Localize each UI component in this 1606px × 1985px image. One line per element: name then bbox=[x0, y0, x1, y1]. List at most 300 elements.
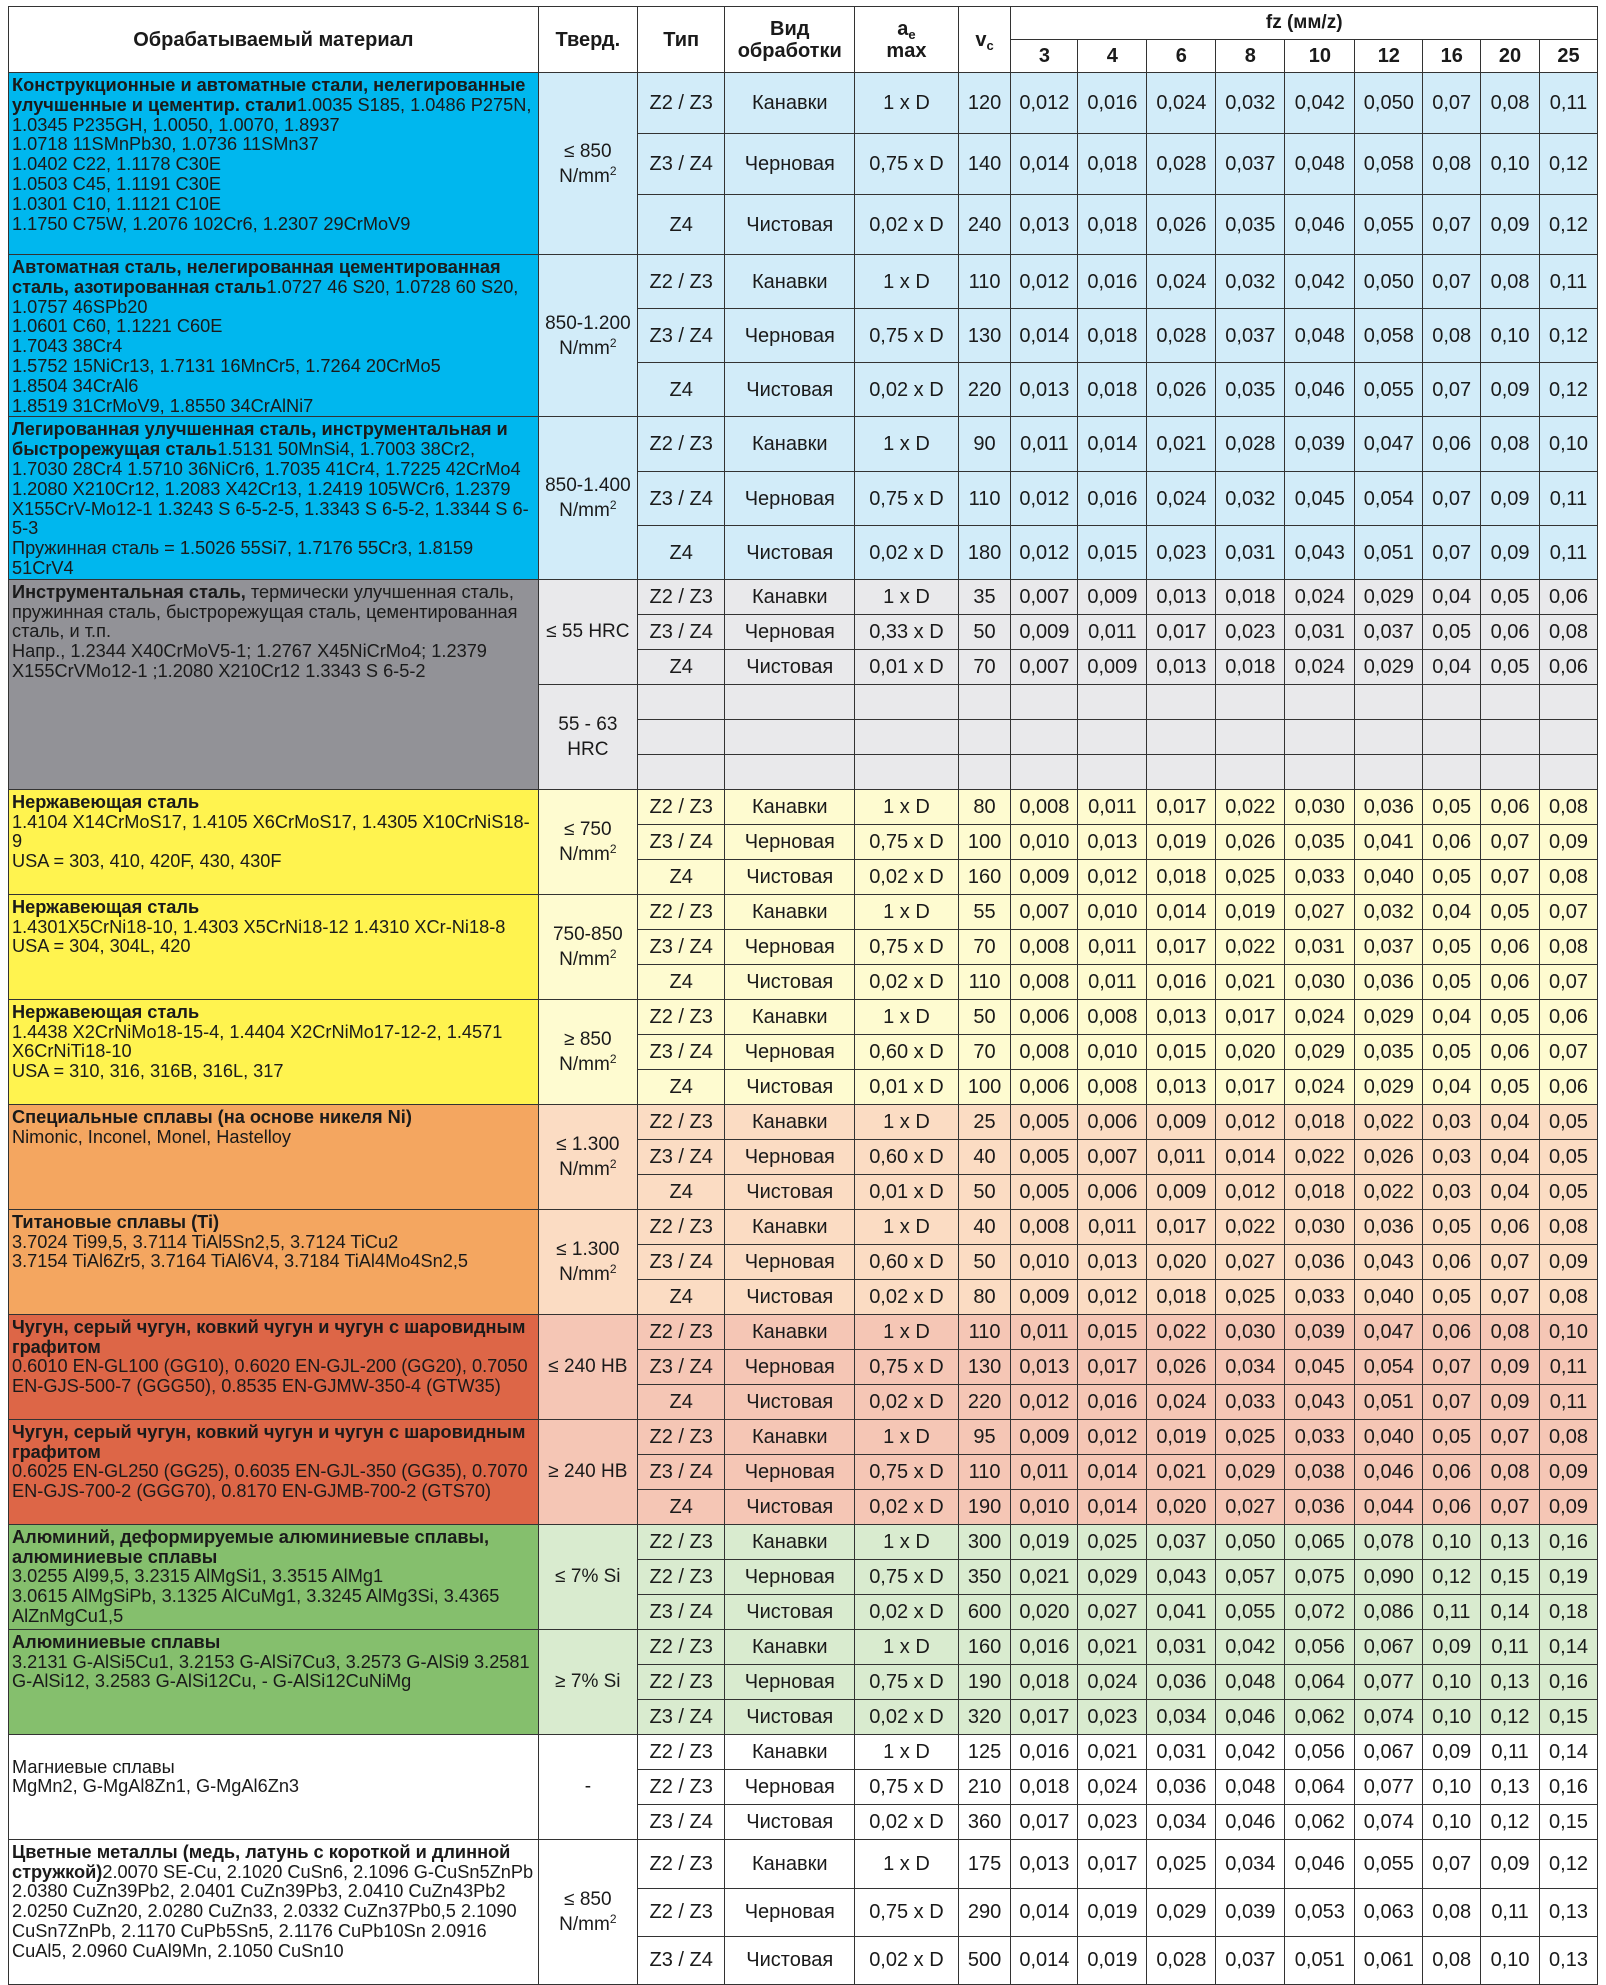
tooth-count-cell: Z4 bbox=[638, 649, 725, 684]
fz-cell-d20: 0,04 bbox=[1481, 1104, 1540, 1139]
fz-cell-d4: 0,006 bbox=[1078, 1174, 1147, 1209]
vc-cell: 110 bbox=[958, 471, 1011, 525]
operation-cell: Чистовая bbox=[725, 1489, 855, 1524]
fz-cell-d6: 0,018 bbox=[1147, 859, 1216, 894]
fz-cell-d3: 0,005 bbox=[1011, 1104, 1078, 1139]
fz-cell-d6: 0,018 bbox=[1147, 1279, 1216, 1314]
vc-cell: 70 bbox=[958, 649, 1011, 684]
fz-cell-d3: 0,010 bbox=[1011, 824, 1078, 859]
fz-cell-d3: 0,012 bbox=[1011, 471, 1078, 525]
vc-cell: 90 bbox=[958, 417, 1011, 471]
fz-cell-d12: 0,036 bbox=[1355, 1209, 1423, 1244]
fz-cell-d6: 0,020 bbox=[1147, 1244, 1216, 1279]
fz-cell-d12: 0,090 bbox=[1355, 1559, 1423, 1594]
vc-cell: 290 bbox=[958, 1888, 1011, 1936]
fz-cell-d20: 0,10 bbox=[1481, 309, 1540, 363]
fz-cell-d10: 0,072 bbox=[1285, 1594, 1355, 1629]
vc-cell bbox=[958, 684, 1011, 719]
fz-cell-d10: 0,051 bbox=[1285, 1936, 1355, 1984]
operation-cell: Черновая bbox=[725, 1244, 855, 1279]
header-diameter-20: 20 bbox=[1481, 40, 1540, 73]
fz-cell-d10: 0,042 bbox=[1285, 255, 1355, 309]
fz-cell-d8: 0,033 bbox=[1216, 1384, 1285, 1419]
fz-cell-d20: 0,08 bbox=[1481, 1314, 1540, 1349]
material-name: Легированная улучшенная сталь, инструментальная и быстрорежущая сталь bbox=[12, 419, 508, 460]
ae-cell: 0,75 x D bbox=[855, 471, 958, 525]
fz-cell-d3: 0,006 bbox=[1011, 999, 1078, 1034]
fz-cell-d25: 0,14 bbox=[1539, 1734, 1597, 1769]
fz-cell-d20: 0,12 bbox=[1481, 1699, 1540, 1734]
fz-cell-d8: 0,019 bbox=[1216, 894, 1285, 929]
fz-cell-d8: 0,048 bbox=[1216, 1769, 1285, 1804]
ae-cell: 0,02 x D bbox=[855, 1804, 958, 1839]
fz-cell-d6: 0,028 bbox=[1147, 309, 1216, 363]
fz-cell-d10: 0,030 bbox=[1285, 1209, 1355, 1244]
fz-cell-d3: 0,018 bbox=[1011, 1769, 1078, 1804]
fz-cell-d4: 0,025 bbox=[1078, 1524, 1147, 1559]
fz-cell-d8: 0,020 bbox=[1216, 1034, 1285, 1069]
fz-cell-d8: 0,046 bbox=[1216, 1804, 1285, 1839]
tooth-count-cell: Z4 bbox=[638, 859, 725, 894]
fz-cell-d3: 0,014 bbox=[1011, 309, 1078, 363]
fz-cell-d3: 0,011 bbox=[1011, 1454, 1078, 1489]
fz-cell-d12: 0,026 bbox=[1355, 1139, 1423, 1174]
fz-cell-d25: 0,12 bbox=[1539, 134, 1597, 195]
fz-cell-d10 bbox=[1285, 719, 1355, 754]
fz-cell-d6 bbox=[1147, 754, 1216, 789]
fz-cell-d6: 0,034 bbox=[1147, 1804, 1216, 1839]
material-name: Конструкционные и автоматные стали, нелегированные улучшенные и цементир. стали bbox=[12, 75, 526, 115]
fz-cell-d20 bbox=[1481, 684, 1540, 719]
hardness-value: ≤ 850 $N/mm^2$ bbox=[559, 140, 617, 187]
fz-cell-d16: 0,04 bbox=[1423, 894, 1481, 929]
fz-cell-d3: 0,020 bbox=[1011, 1594, 1078, 1629]
fz-cell-d10: 0,062 bbox=[1285, 1699, 1355, 1734]
tooth-count-cell bbox=[638, 754, 725, 789]
fz-cell-d10: 0,035 bbox=[1285, 824, 1355, 859]
fz-cell-d25: 0,09 bbox=[1539, 1454, 1597, 1489]
ae-cell: 1 x D bbox=[855, 255, 958, 309]
fz-cell-d20: 0,13 bbox=[1481, 1769, 1540, 1804]
fz-cell-d3: 0,019 bbox=[1011, 1524, 1078, 1559]
material-cell bbox=[9, 1734, 539, 1839]
fz-cell-d8: 0,022 bbox=[1216, 929, 1285, 964]
fz-cell-d16: 0,04 bbox=[1423, 649, 1481, 684]
fz-cell-d16 bbox=[1423, 684, 1481, 719]
vc-cell: 140 bbox=[958, 134, 1011, 195]
ae-cell: 0,02 x D bbox=[855, 526, 958, 579]
material-cell bbox=[9, 1839, 539, 1984]
hardness-value: ≤ 55 HRC bbox=[546, 621, 630, 643]
ae-cell: 0,75 x D bbox=[855, 309, 958, 363]
fz-cell-d12: 0,054 bbox=[1355, 471, 1423, 525]
fz-cell-d10: 0,065 bbox=[1285, 1524, 1355, 1559]
ae-cell: 1 x D bbox=[855, 579, 958, 614]
fz-cell-d20: 0,09 bbox=[1481, 526, 1540, 579]
vc-cell: 40 bbox=[958, 1139, 1011, 1174]
ae-cell: 0,02 x D bbox=[855, 1699, 958, 1734]
fz-cell-d4: 0,018 bbox=[1078, 309, 1147, 363]
tooth-count-cell: Z4 bbox=[638, 1489, 725, 1524]
vc-cell: 360 bbox=[958, 1804, 1011, 1839]
fz-cell-d8: 0,032 bbox=[1216, 255, 1285, 309]
material-grades: 1.4301X5CrNi18-10, 1.4303 X5CrNi18-12 1.4310 XCr-Ni18-8 USA = 304, 304L, 420 bbox=[12, 916, 506, 957]
hardness-cell bbox=[538, 1104, 637, 1209]
fz-cell-d4: 0,013 bbox=[1078, 1244, 1147, 1279]
fz-cell-d16: 0,08 bbox=[1423, 309, 1481, 363]
fz-cell-d4: 0,016 bbox=[1078, 73, 1147, 134]
fz-cell-d20: 0,08 bbox=[1481, 417, 1540, 471]
fz-cell-d12 bbox=[1355, 684, 1423, 719]
header-hardness: Тверд. bbox=[538, 7, 637, 73]
hardness-cell bbox=[538, 1524, 637, 1629]
material-cell bbox=[9, 1419, 539, 1524]
fz-cell-d16: 0,07 bbox=[1423, 1349, 1481, 1384]
fz-cell-d12: 0,037 bbox=[1355, 614, 1423, 649]
fz-cell-d6: 0,037 bbox=[1147, 1524, 1216, 1559]
fz-cell-d20: 0,09 bbox=[1481, 363, 1540, 417]
fz-cell-d4: 0,018 bbox=[1078, 363, 1147, 417]
operation-cell: Черновая bbox=[725, 1139, 855, 1174]
fz-cell-d8: 0,030 bbox=[1216, 1314, 1285, 1349]
operation-cell: Канавки bbox=[725, 1524, 855, 1559]
vc-cell: 130 bbox=[958, 309, 1011, 363]
fz-cell-d10: 0,024 bbox=[1285, 1069, 1355, 1104]
fz-cell-d12: 0,051 bbox=[1355, 1384, 1423, 1419]
ae-cell: 0,01 x D bbox=[855, 1069, 958, 1104]
vc-cell: 50 bbox=[958, 1174, 1011, 1209]
fz-cell-d25: 0,05 bbox=[1539, 1104, 1597, 1139]
header-material: Обрабатываемый материал bbox=[9, 7, 539, 73]
material-grades: 1.4438 X2CrNiMo18-15-4, 1.4404 X2CrNiMo17-12-2, 1.4571 X6CrNiTi18-10 USA = 310, 316, 316B, 316L, 317 bbox=[12, 1021, 503, 1082]
fz-cell-d12: 0,029 bbox=[1355, 999, 1423, 1034]
fz-cell-d4: 0,018 bbox=[1078, 195, 1147, 255]
fz-cell-d25: 0,11 bbox=[1539, 255, 1597, 309]
fz-cell-d6: 0,013 bbox=[1147, 999, 1216, 1034]
operation-cell: Канавки bbox=[725, 1314, 855, 1349]
fz-cell-d25: 0,10 bbox=[1539, 417, 1597, 471]
ae-cell: 1 x D bbox=[855, 1104, 958, 1139]
fz-cell-d8: 0,034 bbox=[1216, 1839, 1285, 1888]
vc-cell: 120 bbox=[958, 73, 1011, 134]
fz-cell-d10: 0,046 bbox=[1285, 363, 1355, 417]
material-name: Нержавеющая сталь bbox=[12, 791, 200, 812]
ae-cell: 0,75 x D bbox=[855, 929, 958, 964]
hardness-cell bbox=[538, 417, 637, 579]
material-grades: 0.6025 EN-GL250 (GG25), 0.6035 EN-GJL-350 (GG35), 0.7070 EN-GJS-700-2 (GGG70), 0.8170 EN-GJMB-700-2 (GTS70) bbox=[12, 1461, 528, 1502]
fz-cell-d20: 0,05 bbox=[1481, 1069, 1540, 1104]
header-diameter-6: 6 bbox=[1147, 40, 1216, 73]
fz-cell-d8: 0,012 bbox=[1216, 1104, 1285, 1139]
material-grades: 1.0727 46 S20, 1.0728 60 S20, 1.0757 46SPb20 1.0601 C60, 1.1221 C60E 1.7043 38Cr4 1.5752 15NiCr13, 1.7131 16MnCr5, 1.7264 20CrMo5 1.8504 34CrAl6 1.8519 31CrMoV9, 1.8550 34CrAlNi7 bbox=[12, 276, 519, 416]
ae-cell: 1 x D bbox=[855, 789, 958, 824]
vc-cell: 70 bbox=[958, 929, 1011, 964]
operation-cell: Черновая bbox=[725, 1888, 855, 1936]
fz-cell-d16: 0,05 bbox=[1423, 1279, 1481, 1314]
fz-cell-d8 bbox=[1216, 719, 1285, 754]
header-ae-symbol: a bbox=[897, 17, 909, 40]
fz-cell-d6: 0,029 bbox=[1147, 1888, 1216, 1936]
vc-cell: 100 bbox=[958, 1069, 1011, 1104]
fz-cell-d12: 0,040 bbox=[1355, 859, 1423, 894]
fz-cell-d20: 0,09 bbox=[1481, 471, 1540, 525]
table-row bbox=[9, 1419, 1598, 1454]
material-name: Алюминий, деформируемые алюминиевые сплавы, алюминиевые сплавы bbox=[12, 1526, 490, 1567]
fz-cell-d25: 0,16 bbox=[1539, 1664, 1597, 1699]
fz-cell-d25 bbox=[1539, 719, 1597, 754]
fz-cell-d8: 0,037 bbox=[1216, 134, 1285, 195]
tooth-count-cell: Z2 / Z3 bbox=[638, 1559, 725, 1594]
header-fz: fz (мм/z) bbox=[1011, 7, 1598, 40]
vc-cell: 110 bbox=[958, 255, 1011, 309]
fz-cell-d25: 0,12 bbox=[1539, 1839, 1597, 1888]
fz-cell-d12: 0,074 bbox=[1355, 1804, 1423, 1839]
fz-cell-d10: 0,038 bbox=[1285, 1454, 1355, 1489]
fz-cell-d12: 0,022 bbox=[1355, 1174, 1423, 1209]
fz-cell-d10: 0,046 bbox=[1285, 1839, 1355, 1888]
fz-cell-d3: 0,013 bbox=[1011, 195, 1078, 255]
material-grades: 3.0255 Al99,5, 3.2315 AlMgSi1, 3.3515 AlMg1 3.0615 AlMgSiPb, 3.1325 AlCuMg1, 3.3245 AlMg3Si, 3.4365 AlZnMgCu1,5 bbox=[12, 1566, 500, 1626]
operation-cell: Канавки bbox=[725, 1734, 855, 1769]
tooth-count-cell bbox=[638, 719, 725, 754]
ae-cell: 0,02 x D bbox=[855, 859, 958, 894]
fz-cell-d20: 0,07 bbox=[1481, 1279, 1540, 1314]
fz-cell-d6: 0,013 bbox=[1147, 579, 1216, 614]
fz-cell-d8: 0,014 bbox=[1216, 1139, 1285, 1174]
fz-cell-d8: 0,032 bbox=[1216, 73, 1285, 134]
table-body bbox=[9, 73, 1598, 1985]
fz-cell-d3: 0,010 bbox=[1011, 1489, 1078, 1524]
fz-cell-d25: 0,19 bbox=[1539, 1559, 1597, 1594]
header-operation-line1: Вид bbox=[770, 17, 810, 40]
tooth-count-cell: Z2 / Z3 bbox=[638, 1839, 725, 1888]
vc-cell: 500 bbox=[958, 1936, 1011, 1984]
vc-cell: 110 bbox=[958, 1454, 1011, 1489]
fz-cell-d20: 0,05 bbox=[1481, 999, 1540, 1034]
tooth-count-cell: Z2 / Z3 bbox=[638, 1888, 725, 1936]
fz-cell-d16: 0,05 bbox=[1423, 929, 1481, 964]
fz-cell-d8: 0,037 bbox=[1216, 309, 1285, 363]
material-name: Титановые сплавы (Ti) bbox=[12, 1211, 220, 1232]
fz-cell-d8: 0,018 bbox=[1216, 579, 1285, 614]
fz-cell-d16: 0,06 bbox=[1423, 1314, 1481, 1349]
material-cell bbox=[9, 999, 539, 1104]
fz-cell-d16: 0,11 bbox=[1423, 1594, 1481, 1629]
vc-cell: 100 bbox=[958, 824, 1011, 859]
tooth-count-cell: Z4 bbox=[638, 1279, 725, 1314]
fz-cell-d10: 0,036 bbox=[1285, 1244, 1355, 1279]
material-name: Инструментальная сталь, bbox=[12, 581, 246, 602]
fz-cell-d4: 0,006 bbox=[1078, 1104, 1147, 1139]
fz-cell-d6: 0,024 bbox=[1147, 255, 1216, 309]
fz-cell-d8: 0,035 bbox=[1216, 195, 1285, 255]
fz-cell-d8: 0,027 bbox=[1216, 1244, 1285, 1279]
material-grades: термически улучшенная сталь, пружинная сталь, быстрорежущая сталь, цементированная сталь, и т.п. Напр., 1.2344 X40CrMoV5-1; 1.2767 X45NiCrMo4; 1.2379 X155CrVMo12-1 ;1.2080 X210Cr12 1.3343 S 6-5-2 bbox=[12, 581, 518, 681]
fz-cell-d16: 0,03 bbox=[1423, 1104, 1481, 1139]
operation-cell: Чистовая bbox=[725, 859, 855, 894]
fz-cell-d6: 0,028 bbox=[1147, 1936, 1216, 1984]
ae-cell bbox=[855, 684, 958, 719]
fz-cell-d20: 0,07 bbox=[1481, 824, 1540, 859]
hardness-value: 55 - 63 HRC bbox=[558, 713, 618, 760]
tooth-count-cell: Z2 / Z3 bbox=[638, 894, 725, 929]
hardness-value: ≥ 850 $N/mm^2$ bbox=[559, 1028, 617, 1075]
fz-cell-d8: 0,029 bbox=[1216, 1454, 1285, 1489]
fz-cell-d8: 0,022 bbox=[1216, 789, 1285, 824]
ae-cell: 0,60 x D bbox=[855, 1034, 958, 1069]
fz-cell-d25: 0,11 bbox=[1539, 471, 1597, 525]
fz-cell-d4: 0,023 bbox=[1078, 1804, 1147, 1839]
material-name: Чугун, серый чугун, ковкий чугун и чугун с шаровидным графитом bbox=[12, 1421, 526, 1462]
tooth-count-cell bbox=[638, 684, 725, 719]
hardness-cell bbox=[538, 1314, 637, 1419]
fz-cell-d25: 0,14 bbox=[1539, 1629, 1597, 1664]
fz-cell-d12: 0,047 bbox=[1355, 417, 1423, 471]
hardness-value: ≤ 240 HB bbox=[548, 1356, 628, 1378]
fz-cell-d12: 0,022 bbox=[1355, 1104, 1423, 1139]
fz-cell-d12 bbox=[1355, 754, 1423, 789]
ae-cell: 0,02 x D bbox=[855, 363, 958, 417]
operation-cell: Черновая bbox=[725, 1349, 855, 1384]
fz-cell-d6: 0,024 bbox=[1147, 471, 1216, 525]
vc-cell: 40 bbox=[958, 1209, 1011, 1244]
fz-cell-d25: 0,07 bbox=[1539, 964, 1597, 999]
tooth-count-cell: Z3 / Z4 bbox=[638, 1034, 725, 1069]
ae-cell: 1 x D bbox=[855, 1629, 958, 1664]
fz-cell-d20: 0,05 bbox=[1481, 894, 1540, 929]
header-diameter-3: 3 bbox=[1011, 40, 1078, 73]
fz-cell-d25 bbox=[1539, 684, 1597, 719]
hardness-cell bbox=[538, 1209, 637, 1314]
fz-cell-d8 bbox=[1216, 684, 1285, 719]
material-cell bbox=[9, 417, 539, 579]
fz-cell-d10: 0,053 bbox=[1285, 1888, 1355, 1936]
fz-cell-d3: 0,017 bbox=[1011, 1699, 1078, 1734]
vc-cell: 190 bbox=[958, 1664, 1011, 1699]
fz-cell-d12: 0,040 bbox=[1355, 1419, 1423, 1454]
fz-cell-d16: 0,07 bbox=[1423, 526, 1481, 579]
fz-cell-d16 bbox=[1423, 719, 1481, 754]
fz-cell-d16: 0,08 bbox=[1423, 134, 1481, 195]
table-row bbox=[9, 255, 1598, 309]
fz-cell-d12: 0,046 bbox=[1355, 1454, 1423, 1489]
tooth-count-cell: Z2 / Z3 bbox=[638, 579, 725, 614]
fz-cell-d16: 0,10 bbox=[1423, 1804, 1481, 1839]
table-row bbox=[9, 1629, 1598, 1664]
fz-cell-d10: 0,033 bbox=[1285, 859, 1355, 894]
fz-cell-d16: 0,03 bbox=[1423, 1174, 1481, 1209]
fz-cell-d3: 0,010 bbox=[1011, 1244, 1078, 1279]
tooth-count-cell: Z4 bbox=[638, 195, 725, 255]
fz-cell-d3: 0,009 bbox=[1011, 614, 1078, 649]
fz-cell-d3: 0,008 bbox=[1011, 964, 1078, 999]
fz-cell-d12: 0,032 bbox=[1355, 894, 1423, 929]
fz-cell-d25: 0,09 bbox=[1539, 1244, 1597, 1279]
fz-cell-d3: 0,012 bbox=[1011, 1384, 1078, 1419]
operation-cell: Канавки bbox=[725, 1629, 855, 1664]
operation-cell: Канавки bbox=[725, 1209, 855, 1244]
fz-cell-d3: 0,008 bbox=[1011, 929, 1078, 964]
tooth-count-cell: Z3 / Z4 bbox=[638, 1594, 725, 1629]
vc-cell: 300 bbox=[958, 1524, 1011, 1559]
operation-cell: Черновая bbox=[725, 824, 855, 859]
fz-cell-d20: 0,05 bbox=[1481, 579, 1540, 614]
vc-cell: 55 bbox=[958, 894, 1011, 929]
material-name: Чугун, серый чугун, ковкий чугун и чугун с шаровидным графитом bbox=[12, 1316, 526, 1357]
tooth-count-cell: Z3 / Z4 bbox=[638, 471, 725, 525]
fz-cell-d20: 0,09 bbox=[1481, 1349, 1540, 1384]
fz-cell-d6: 0,026 bbox=[1147, 363, 1216, 417]
fz-cell-d25: 0,12 bbox=[1539, 195, 1597, 255]
fz-cell-d12: 0,063 bbox=[1355, 1888, 1423, 1936]
vc-cell: 110 bbox=[958, 1314, 1011, 1349]
ae-cell: 1 x D bbox=[855, 1734, 958, 1769]
fz-cell-d4: 0,011 bbox=[1078, 1209, 1147, 1244]
fz-cell-d3: 0,008 bbox=[1011, 1209, 1078, 1244]
vc-cell: 320 bbox=[958, 1699, 1011, 1734]
operation-cell: Чистовая bbox=[725, 1174, 855, 1209]
fz-cell-d3: 0,007 bbox=[1011, 894, 1078, 929]
operation-cell: Чистовая bbox=[725, 1069, 855, 1104]
fz-cell-d6: 0,028 bbox=[1147, 134, 1216, 195]
fz-cell-d8: 0,042 bbox=[1216, 1629, 1285, 1664]
hardness-cell bbox=[538, 579, 637, 684]
fz-cell-d3: 0,009 bbox=[1011, 859, 1078, 894]
ae-cell: 0,02 x D bbox=[855, 1936, 958, 1984]
hardness-cell bbox=[538, 1734, 637, 1839]
fz-cell-d16: 0,10 bbox=[1423, 1524, 1481, 1559]
tooth-count-cell: Z3 / Z4 bbox=[638, 1244, 725, 1279]
operation-cell: Чистовая bbox=[725, 964, 855, 999]
fz-cell-d25: 0,08 bbox=[1539, 859, 1597, 894]
hardness-value: 750-850 $N/mm^2$ bbox=[552, 923, 623, 970]
ae-cell: 0,02 x D bbox=[855, 1594, 958, 1629]
table-row bbox=[9, 417, 1598, 471]
fz-cell-d4: 0,016 bbox=[1078, 255, 1147, 309]
fz-cell-d3: 0,005 bbox=[1011, 1174, 1078, 1209]
fz-cell-d4: 0,009 bbox=[1078, 579, 1147, 614]
ae-cell bbox=[855, 754, 958, 789]
fz-cell-d25 bbox=[1539, 754, 1597, 789]
vc-cell: 25 bbox=[958, 1104, 1011, 1139]
fz-cell-d6: 0,026 bbox=[1147, 1349, 1216, 1384]
operation-cell: Черновая bbox=[725, 614, 855, 649]
fz-cell-d16: 0,08 bbox=[1423, 1936, 1481, 1984]
operation-cell: Черновая bbox=[725, 1664, 855, 1699]
fz-cell-d3: 0,014 bbox=[1011, 134, 1078, 195]
fz-cell-d4: 0,008 bbox=[1078, 999, 1147, 1034]
ae-cell: 1 x D bbox=[855, 1314, 958, 1349]
fz-cell-d16: 0,05 bbox=[1423, 1034, 1481, 1069]
fz-cell-d12: 0,041 bbox=[1355, 824, 1423, 859]
table-row bbox=[9, 1104, 1598, 1139]
fz-cell-d3: 0,014 bbox=[1011, 1936, 1078, 1984]
fz-cell-d20: 0,07 bbox=[1481, 1244, 1540, 1279]
fz-cell-d20: 0,07 bbox=[1481, 859, 1540, 894]
fz-cell-d6: 0,019 bbox=[1147, 824, 1216, 859]
fz-cell-d12: 0,036 bbox=[1355, 789, 1423, 824]
operation-cell: Черновая bbox=[725, 1769, 855, 1804]
fz-cell-d6: 0,015 bbox=[1147, 1034, 1216, 1069]
fz-cell-d16: 0,04 bbox=[1423, 579, 1481, 614]
hardness-value: - bbox=[584, 1776, 592, 1798]
fz-cell-d12: 0,050 bbox=[1355, 73, 1423, 134]
fz-cell-d10: 0,036 bbox=[1285, 1489, 1355, 1524]
fz-cell-d16: 0,05 bbox=[1423, 1419, 1481, 1454]
fz-cell-d10: 0,027 bbox=[1285, 894, 1355, 929]
ae-cell: 0,33 x D bbox=[855, 614, 958, 649]
fz-cell-d10: 0,039 bbox=[1285, 1314, 1355, 1349]
